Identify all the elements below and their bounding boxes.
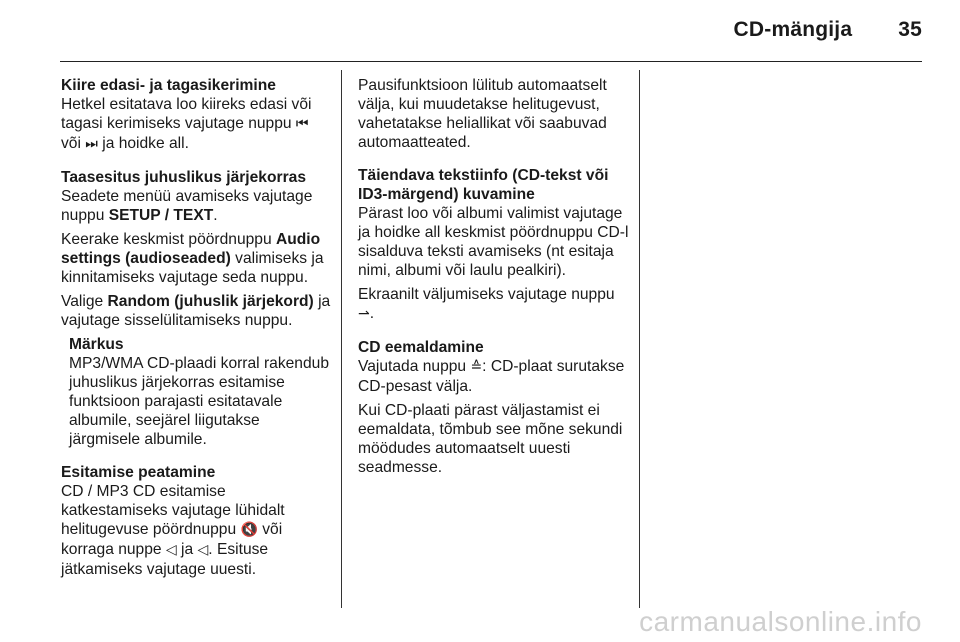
paragraph <box>358 357 630 396</box>
text: või korraga nuppe <box>61 521 283 558</box>
text: ja hoidke all. <box>97 135 189 152</box>
eject-icon: ≙ <box>470 359 483 375</box>
paragraph <box>61 292 331 330</box>
paragraph <box>61 230 331 287</box>
section-pause-continued <box>358 76 630 152</box>
text: Vajutada nuppu <box>358 358 471 375</box>
volume-down-icon: ◁ <box>197 542 209 558</box>
text: Keerake keskmist pöördnuppu <box>61 231 276 248</box>
text: CD / MP3 CD esitamise katkestamiseks vajutage lühidalt helitugevuse pöördnuppu <box>61 483 285 538</box>
column-divider-left <box>341 70 342 608</box>
skip-back-icon: ⏮ <box>295 116 309 132</box>
section-heading: CD eemaldamine <box>358 339 484 356</box>
text: . <box>369 305 375 322</box>
page-header <box>60 18 922 46</box>
text: ja vajutage sisselülitamiseks nuppu. <box>61 293 331 329</box>
text: Hetkel esitatava loo kiireks edasi või tagasi kerimiseks vajutage nuppu <box>61 96 312 132</box>
column-divider-right <box>639 70 640 608</box>
paragraph <box>61 187 331 225</box>
skip-forward-icon: ⏭ <box>85 136 98 152</box>
volume-down-icon: ◁ <box>165 542 177 558</box>
text: valimiseks ja kinnitamiseks vajutage seda nuppu. <box>61 250 324 286</box>
mute-icon: 🔇 <box>240 522 258 538</box>
page-number: 35 <box>898 18 922 41</box>
page-title: CD-mängija <box>733 18 853 41</box>
text: : CD-plaat surutakse CD-pesast välja. <box>358 358 625 395</box>
section-heading: Esitamise peatamine <box>61 464 216 481</box>
watermark: carmanualsonline.info <box>639 606 922 637</box>
paragraph <box>358 285 630 324</box>
column-middle <box>358 76 630 491</box>
section-heading: Täiendava tekstiinfo (CD-tekst või ID3-märgend) kuvamine <box>358 167 609 203</box>
paragraph: Kui CD-plaati pärast väljastamist ei eemaldata, tõmbub see mõne sekundi möödudes automaatselt uuesti seadmesse. <box>358 402 623 476</box>
back-icon: ⇀ <box>358 306 370 322</box>
section-random-playback <box>61 168 331 449</box>
text: . <box>213 207 218 224</box>
note-text: MP3/WMA CD-plaadi korral rakendub juhuslikus järjekorras esitamise funktsioon parajasti esitatavale albumile, seejärel liigutakse järgmisele albumile. <box>69 355 329 448</box>
note-heading: Märkus <box>69 336 124 353</box>
section-cd-eject <box>358 338 630 477</box>
text: Seadete menüü avamiseks vajutage nuppu <box>61 188 313 224</box>
bold-text: Random (juhuslik järjekord) <box>107 293 314 310</box>
paragraph <box>61 482 331 579</box>
paragraph: Pausifunktsioon lülitub automaatselt välja, kui muudetakse helitugevust, vahetatakse heliallikat või saabuvad automaatteated. <box>358 77 607 151</box>
bold-text: SETUP / TEXT <box>108 207 214 224</box>
section-heading: Taasesitus juhuslikus järjekorras <box>61 169 306 186</box>
text: Ekraanilt väljumiseks vajutage nuppu <box>358 286 615 303</box>
section-pause <box>61 463 331 579</box>
paragraph <box>61 95 331 154</box>
section-text-info <box>358 166 630 324</box>
paragraph: Pärast loo või albumi valimist vajutage ja hoidke all keskmist pöördnuppu CD-l sisalduva teksti avamiseks (nt esitaja nimi, albumi või laulu pealkiri). <box>358 205 629 279</box>
text: Valige <box>61 293 108 310</box>
text: või <box>61 135 86 152</box>
text: ja <box>176 541 198 558</box>
bold-text: Audio settings (audioseaded) <box>61 231 321 267</box>
column-left <box>61 76 331 593</box>
note-box <box>69 335 331 449</box>
text: . Esituse jätkamiseks vajutage uuesti. <box>61 541 269 578</box>
header-rule <box>60 61 922 62</box>
section-heading: Kiire edasi- ja tagasikerimine <box>61 77 276 94</box>
section-fast-forward-rewind <box>61 76 331 154</box>
